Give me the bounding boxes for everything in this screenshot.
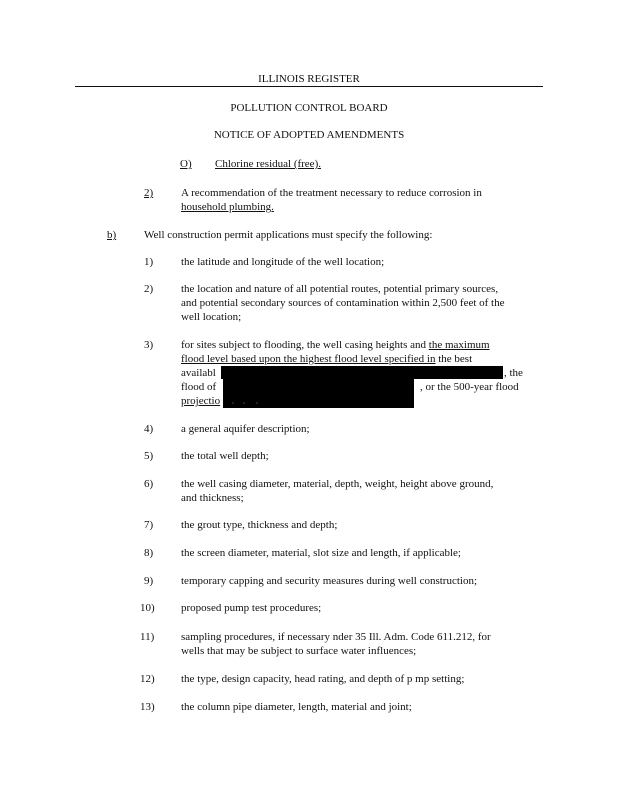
item-10-text: proposed pump test procedures; xyxy=(181,602,322,614)
item-6-text: the well casing diameter, material, depth, weight, height above ground, and thickness; xyxy=(181,478,494,504)
header-rule xyxy=(75,86,543,87)
item-3-num: 3) xyxy=(144,339,154,351)
item-3-line3-end: , the xyxy=(504,367,523,379)
item-7-text: the grout type, thickness and depth; xyxy=(181,519,338,531)
register-title: ILLINOIS REGISTER xyxy=(258,73,360,85)
section-b-label: b) xyxy=(107,229,117,241)
item-3-line4-end: , or the 500-year flood xyxy=(420,381,519,393)
item-12-text: the type, design capacity, head rating, and depth of p mp setting; xyxy=(181,673,465,685)
item-3-text: for sites subject to flooding, the well casing heights and the maximum flood level based upon the highest flood level specified in the best availabl flood of projectio xyxy=(181,339,490,407)
item-2-text: the location and nature of all potential routes, potential primary sources, and potential secondary sources of contamination within 2,500 feet of the well location; xyxy=(181,283,505,323)
item-4-text: a general aquifer description; xyxy=(181,423,310,435)
item-2-num: 2) xyxy=(144,283,154,295)
section-b-text: Well construction permit applications must specify the following: xyxy=(144,229,433,241)
item-6-num: 6) xyxy=(144,478,154,490)
board-title: POLLUTION CONTROL BOARD xyxy=(230,102,388,114)
item-11-num: 11) xyxy=(140,631,155,643)
item-1-num: 1) xyxy=(144,256,154,268)
item-10-num: 10) xyxy=(140,602,155,614)
item-8-text: the screen diameter, material, slot size and length, if applicable; xyxy=(181,547,461,559)
item-o-text: Chlorine residual (free). xyxy=(215,158,321,170)
item-9-num: 9) xyxy=(144,575,154,587)
item-9-text: temporary capping and security measures during well construction; xyxy=(181,575,477,587)
notice-title: NOTICE OF ADOPTED AMENDMENTS xyxy=(213,129,405,141)
redaction-block-b xyxy=(223,378,414,408)
scan-speck xyxy=(256,402,258,404)
item-13-text: the column pipe diameter, length, material and joint; xyxy=(181,701,412,713)
item-13-num: 13) xyxy=(140,701,155,713)
item-2-prev-label: 2) xyxy=(144,187,154,199)
item-o-label: O) xyxy=(180,158,192,170)
item-11-text: sampling procedures, if necessary nder 35 Ill. Adm. Code 611.212, for wells that may be subject to surface water influences; xyxy=(181,631,491,657)
item-5-text: the total well depth; xyxy=(181,450,269,462)
item-5-num: 5) xyxy=(144,450,154,462)
item-12-num: 12) xyxy=(140,673,155,685)
scan-speck xyxy=(243,402,245,404)
item-8-num: 8) xyxy=(144,547,154,559)
scan-speck xyxy=(232,402,234,404)
item-2-prev-text: A recommendation of the treatment necessary to reduce corrosion in household plumbing. xyxy=(181,187,482,213)
item-1-text: the latitude and longitude of the well location; xyxy=(181,256,385,268)
item-4-num: 4) xyxy=(144,423,154,435)
item-7-num: 7) xyxy=(144,519,154,531)
